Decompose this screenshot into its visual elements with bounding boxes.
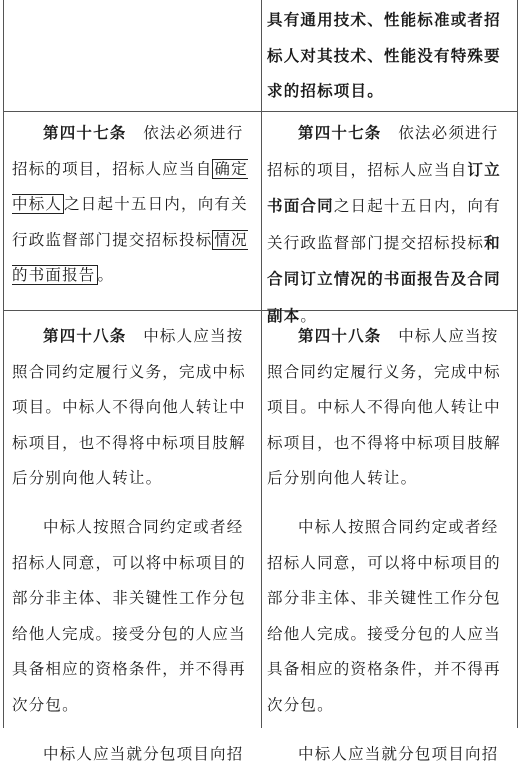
art48-right-paragraph-2: 中标人按照合同约定或者经招标人同意，可以将中标项目的部分非主体、非关键性工作分包给他人完成。接受分包的人应当具备相应的资格条件，并不得再次分包。 xyxy=(267,517,501,714)
art47-left-boxed-term-1: 确定中标人 xyxy=(12,159,248,214)
art48-left-text-1: 中标人应当按照合同约定履行义务，完成中标项目。中标人不得向他人转让中标项目，也不得将中标项目肢解后分别向他人转让。 xyxy=(12,327,246,488)
art47-left-article-number: 第四十七条 xyxy=(43,123,127,142)
art47-left-boxed-term-2: 情况的书面报告 xyxy=(12,230,248,285)
row-divider-1 xyxy=(3,111,518,112)
art48-right-paragraph-1 xyxy=(267,318,513,497)
continuation-line-2: 标人对其技术、性能没有特殊要 xyxy=(267,45,501,65)
art47-right-text-2: 之日起十五日内，向有关行政监督部门提交招标投标 xyxy=(267,197,501,252)
art48-left-article-number: 第四十八条 xyxy=(43,326,127,345)
row0-right-cell xyxy=(267,2,513,109)
art47-right-cell xyxy=(267,115,513,335)
art47-left-paragraph xyxy=(12,115,258,294)
table-border-left xyxy=(3,0,4,728)
continuation-line-1: 具有通用技术、性能标准或者招 xyxy=(267,10,501,29)
art47-right-text-3: 。 xyxy=(300,306,318,325)
art48-right-paragraph-3: 中标人应当就分包项目向招 xyxy=(298,744,499,763)
art47-right-bold-term-1: 订立书面合同 xyxy=(267,159,501,216)
art48-right-article-number: 第四十八条 xyxy=(298,326,382,345)
table-border-right xyxy=(517,0,518,728)
art48-left-cell xyxy=(12,318,258,772)
art48-right-cell xyxy=(267,318,513,772)
art48-left-paragraph-1 xyxy=(12,318,258,497)
art48-left-paragraph-3: 中标人应当就分包项目向招 xyxy=(43,744,244,763)
art47-left-text-2: 之日起十五日内，向有关行政监督部门提交招标投标 xyxy=(12,195,248,249)
art47-right-paragraph xyxy=(267,115,513,335)
art48-right-text-1: 中标人应当按照合同约定履行义务，完成中标项目。中标人不得向他人转让中标项目，也不得将中标项目肢解后分别向他人转让。 xyxy=(267,327,501,488)
art47-left-cell xyxy=(12,115,258,294)
art48-left-paragraph-2: 中标人按照合同约定或者经招标人同意，可以将中标项目的部分非主体、非关键性工作分包给他人完成。接受分包的人应当具备相应的资格条件，并不得再次分包。 xyxy=(12,517,246,714)
art47-left-text-3: 。 xyxy=(97,266,115,285)
continuation-line-3: 求的招标项目。 xyxy=(267,81,384,101)
art47-left-text-1: 依法必须进行招标的项目，招标人应当自 xyxy=(12,124,244,178)
art47-right-bold-term-2: 和合同订立情况的书面报告及合同副本 xyxy=(267,232,501,325)
art47-right-article-number: 第四十七条 xyxy=(298,123,382,142)
column-divider xyxy=(261,0,262,728)
art47-right-text-1: 依法必须进行招标的项目，招标人应当自 xyxy=(267,124,499,179)
